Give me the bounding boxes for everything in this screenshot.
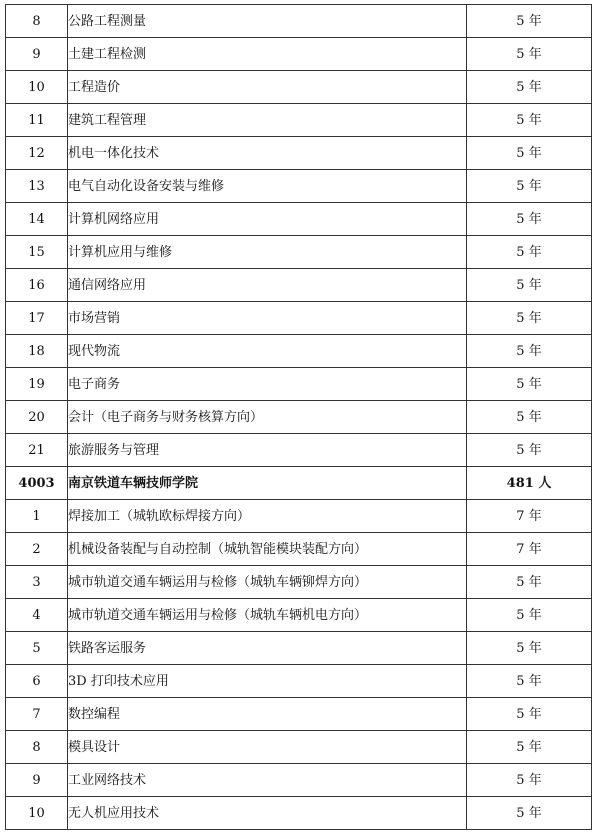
table-row [6,368,592,401]
duration-value: 5 年 [467,203,592,236]
table-row [6,5,592,38]
duration-value: 5 年 [467,797,592,830]
table-row [6,599,592,632]
table-row [6,500,592,533]
table-row [6,764,592,797]
row-number: 2 [6,533,68,566]
row-number: 6 [6,665,68,698]
duration-value: 5 年 [467,764,592,797]
duration-value: 5 年 [467,302,592,335]
program-table [5,4,592,830]
program-name: 模具设计 [68,731,467,764]
duration-value: 5 年 [467,71,592,104]
table-row [6,434,592,467]
table-row [6,566,592,599]
duration-value: 5 年 [467,269,592,302]
row-number: 21 [6,434,68,467]
table-row [6,533,592,566]
row-number: 14 [6,203,68,236]
row-number: 8 [6,5,68,38]
row-number: 5 [6,632,68,665]
duration-value: 7 年 [467,533,592,566]
program-name: 无人机应用技术 [68,797,467,830]
row-number: 11 [6,104,68,137]
row-number: 4 [6,599,68,632]
duration-value: 5 年 [467,368,592,401]
table-row [6,698,592,731]
program-name: 电气自动化设备安装与维修 [68,170,467,203]
row-number: 10 [6,797,68,830]
duration-value: 5 年 [467,236,592,269]
table-row [6,401,592,434]
program-name: 工业网络技术 [68,764,467,797]
program-name: 市场营销 [68,302,467,335]
table-row [6,665,592,698]
row-number: 15 [6,236,68,269]
table-row [6,797,592,830]
duration-value: 5 年 [467,5,592,38]
table-row [6,632,592,665]
program-name: 焊接加工（城轨欧标焊接方向） [68,500,467,533]
table-row [6,335,592,368]
table-row [6,38,592,71]
duration-value: 5 年 [467,137,592,170]
table-row [6,236,592,269]
table-row [6,203,592,236]
row-number: 3 [6,566,68,599]
program-name: 机电一体化技术 [68,137,467,170]
program-table-body [6,5,592,830]
row-number: 20 [6,401,68,434]
program-name: 铁路客运服务 [68,632,467,665]
program-name: 机械设备装配与自动控制（城轨智能模块装配方向） [68,533,467,566]
program-name: 建筑工程管理 [68,104,467,137]
row-number: 7 [6,698,68,731]
duration-value: 5 年 [467,401,592,434]
program-name: 城市轨道交通车辆运用与检修（城轨车辆铆焊方向） [68,566,467,599]
row-number: 19 [6,368,68,401]
row-number: 16 [6,269,68,302]
row-number: 8 [6,731,68,764]
table-row [6,731,592,764]
duration-value: 5 年 [467,599,592,632]
program-name: 旅游服务与管理 [68,434,467,467]
school-name: 南京铁道车辆技师学院 [68,467,467,500]
duration-value: 7 年 [467,500,592,533]
program-name: 会计（电子商务与财务核算方向） [68,401,467,434]
program-name: 3D 打印技术应用 [68,665,467,698]
enrollment-count: 481 人 [467,467,592,500]
row-number: 10 [6,71,68,104]
duration-value: 5 年 [467,698,592,731]
duration-value: 5 年 [467,434,592,467]
table-row [6,137,592,170]
duration-value: 5 年 [467,335,592,368]
duration-value: 5 年 [467,170,592,203]
duration-value: 5 年 [467,104,592,137]
table-row [6,104,592,137]
school-header-row [6,467,592,500]
duration-value: 5 年 [467,731,592,764]
program-name: 电子商务 [68,368,467,401]
program-name: 工程造价 [68,71,467,104]
row-number: 9 [6,38,68,71]
table-row [6,170,592,203]
program-name: 土建工程检测 [68,38,467,71]
row-number: 13 [6,170,68,203]
program-name: 数控编程 [68,698,467,731]
table-row [6,302,592,335]
program-name: 通信网络应用 [68,269,467,302]
duration-value: 5 年 [467,632,592,665]
row-number: 17 [6,302,68,335]
program-name: 公路工程测量 [68,5,467,38]
row-number: 18 [6,335,68,368]
program-name: 现代物流 [68,335,467,368]
row-number: 12 [6,137,68,170]
duration-value: 5 年 [467,665,592,698]
program-name: 计算机网络应用 [68,203,467,236]
program-name: 城市轨道交通车辆运用与检修（城轨车辆机电方向） [68,599,467,632]
duration-value: 5 年 [467,38,592,71]
table-row [6,269,592,302]
duration-value: 5 年 [467,566,592,599]
row-number: 9 [6,764,68,797]
program-name: 计算机应用与维修 [68,236,467,269]
school-code: 4003 [6,467,68,500]
row-number: 1 [6,500,68,533]
table-row [6,71,592,104]
